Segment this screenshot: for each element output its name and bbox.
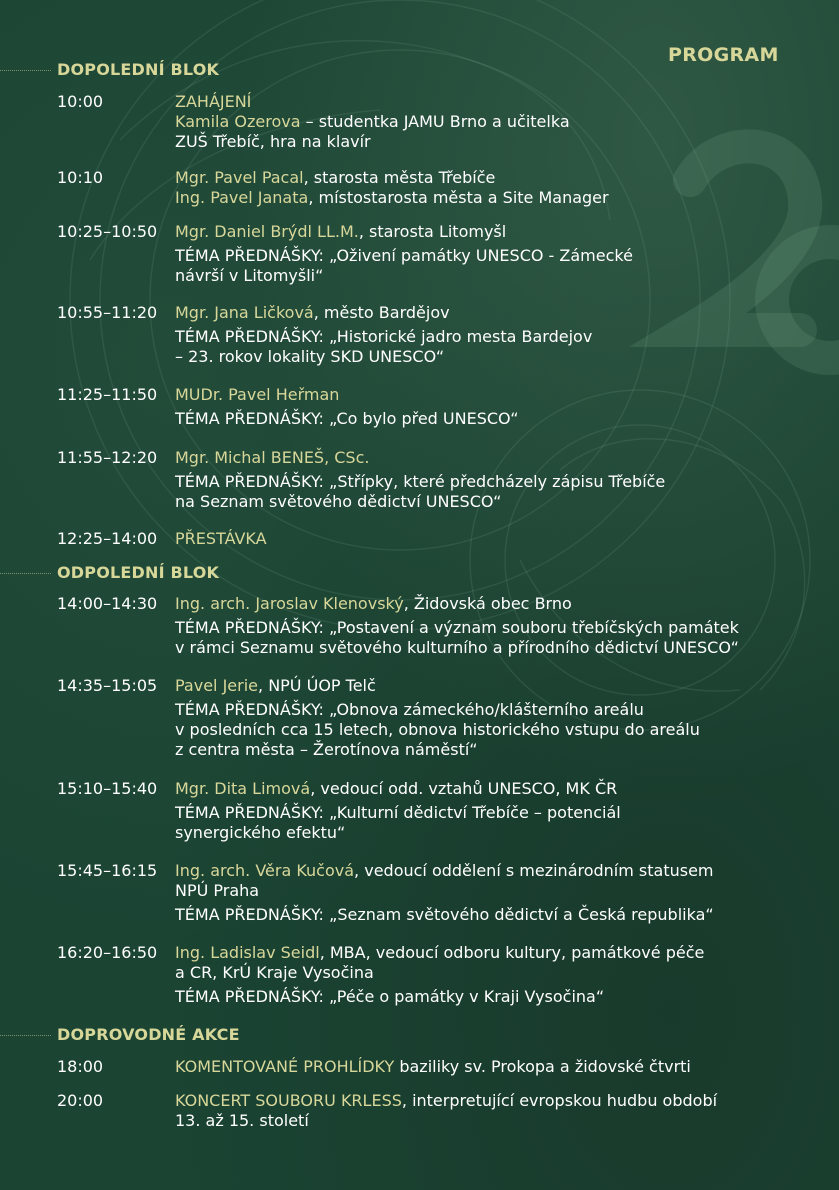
highlighted-name: Mgr. Pavel Pacal bbox=[175, 168, 304, 187]
entry-text: , vedoucí oddělení s mezinárodním statusem bbox=[354, 861, 714, 880]
entry-line bbox=[175, 112, 825, 132]
entry-line bbox=[175, 132, 825, 152]
entry-text: v rámci Seznamu světového kulturního a přírodního dědictví UNESCO“ bbox=[175, 638, 739, 657]
highlighted-name: Ing. Pavel Janata bbox=[175, 188, 309, 207]
entry-text: , starosta města Třebíče bbox=[303, 168, 496, 187]
entry-line bbox=[175, 638, 825, 658]
entry-text: TÉMA PŘEDNÁŠKY: „Co bylo před UNESCO“ bbox=[175, 409, 519, 428]
entry-description bbox=[175, 168, 825, 208]
entry-description bbox=[175, 385, 825, 429]
entry-text: 13. až 15. století bbox=[175, 1111, 309, 1130]
entry-time: 11:25–11:50 bbox=[57, 385, 158, 404]
entry-text: ZUŠ Třebíč, hra na klavír bbox=[175, 132, 371, 151]
entry-line bbox=[175, 222, 825, 242]
highlighted-name: ZAHÁJENÍ bbox=[175, 92, 252, 111]
entry-text: – 23. rokov lokality SKD UNESCO“ bbox=[175, 347, 445, 366]
entry-text: , NPÚ ÚOP Telč bbox=[258, 676, 376, 695]
entry-time: 10:55–11:20 bbox=[57, 303, 158, 322]
highlighted-name: Mgr. Jana Ličková bbox=[175, 303, 314, 322]
highlighted-name: Pavel Jerie bbox=[175, 676, 259, 695]
entry-text: , interpretující evropskou hudbu období bbox=[401, 1091, 718, 1110]
entry-line bbox=[175, 168, 825, 188]
section-heading: ODPOLEDNÍ BLOK bbox=[57, 563, 220, 582]
entry-line bbox=[175, 676, 825, 696]
entry-line bbox=[175, 472, 825, 492]
entry-line bbox=[175, 740, 825, 760]
entry-text: , starosta Litomyšl bbox=[358, 222, 507, 241]
section-heading: DOPROVODNÉ AKCE bbox=[57, 1025, 240, 1044]
highlighted-name: Ing. arch. Jaroslav Klenovský bbox=[175, 594, 404, 613]
highlighted-name: MUDr. Pavel Heřman bbox=[175, 385, 340, 404]
entry-description bbox=[175, 676, 825, 760]
page-title: PROGRAM bbox=[668, 44, 779, 66]
entry-text: návrší v Litomyšli“ bbox=[175, 266, 324, 285]
entry-text: , místostarosta města a Site Manager bbox=[308, 188, 609, 207]
entry-line bbox=[175, 803, 825, 823]
entry-time: 16:20–16:50 bbox=[57, 943, 158, 962]
entry-time: 15:10–15:40 bbox=[57, 779, 158, 798]
entry-description bbox=[175, 1057, 825, 1077]
entry-line bbox=[175, 943, 825, 963]
entry-line bbox=[175, 987, 825, 1007]
entry-time: 14:35–15:05 bbox=[57, 676, 158, 695]
entry-time: 10:25–10:50 bbox=[57, 222, 158, 241]
section-divider bbox=[0, 70, 51, 71]
entry-line bbox=[175, 1057, 825, 1077]
entry-description bbox=[175, 861, 825, 925]
entry-text: , Židovská obec Brno bbox=[403, 594, 572, 613]
section-divider bbox=[0, 573, 51, 574]
entry-description bbox=[175, 222, 825, 286]
entry-time: 11:55–12:20 bbox=[57, 448, 158, 467]
entry-text: TÉMA PŘEDNÁŠKY: „Postavení a význam souboru třebíčských památek bbox=[175, 618, 739, 637]
entry-description bbox=[175, 943, 825, 1007]
entry-line bbox=[175, 700, 825, 720]
highlighted-name: KONCERT SOUBORU KRLESS bbox=[175, 1091, 402, 1110]
entry-text: TÉMA PŘEDNÁŠKY: „Péče o památky v Kraji Vysočina“ bbox=[175, 987, 605, 1006]
entry-line bbox=[175, 1091, 825, 1111]
entry-text: – studentka JAMU Brno a učitelka bbox=[300, 112, 570, 131]
entry-text: baziliky sv. Prokopa a židovské čtvrti bbox=[394, 1057, 691, 1076]
entry-line bbox=[175, 347, 825, 367]
entry-description bbox=[175, 1091, 825, 1131]
entry-description bbox=[175, 303, 825, 367]
entry-time: 14:00–14:30 bbox=[57, 594, 158, 613]
entry-text: synergického efektu“ bbox=[175, 823, 346, 842]
entry-text: TÉMA PŘEDNÁŠKY: „Kulturní dědictví Třebíče – potenciál bbox=[175, 803, 621, 822]
entry-description bbox=[175, 594, 825, 658]
highlighted-name: Mgr. Dita Limová bbox=[175, 779, 311, 798]
highlighted-name: Mgr. Daniel Brýdl LL.M. bbox=[175, 222, 359, 241]
highlighted-name: KOMENTOVANÉ PROHLÍDKY bbox=[175, 1057, 395, 1076]
entry-line bbox=[175, 448, 825, 468]
entry-line bbox=[175, 594, 825, 614]
entry-line bbox=[175, 409, 825, 429]
highlighted-name: PŘESTÁVKA bbox=[175, 529, 267, 548]
entry-line bbox=[175, 779, 825, 799]
highlighted-name: Mgr. Michal BENEŠ, CSc. bbox=[175, 448, 370, 467]
entry-description bbox=[175, 779, 825, 843]
entry-text: NPÚ Praha bbox=[175, 881, 260, 900]
entry-text: TÉMA PŘEDNÁŠKY: „Obnova zámeckého/klášterního areálu bbox=[175, 700, 644, 719]
entry-line bbox=[175, 905, 825, 925]
entry-line bbox=[175, 529, 825, 549]
entry-text: v posledních cca 15 letech, obnova historického vstupu do areálu bbox=[175, 720, 700, 739]
entry-line bbox=[175, 861, 825, 881]
entry-time: 12:25–14:00 bbox=[57, 529, 158, 548]
entry-time: 15:45–16:15 bbox=[57, 861, 158, 880]
entry-line bbox=[175, 92, 825, 112]
section-divider bbox=[0, 1035, 51, 1036]
entry-line bbox=[175, 881, 825, 901]
entry-line bbox=[175, 618, 825, 638]
entry-text: , MBA, vedoucí odboru kultury, památkové péče bbox=[319, 943, 705, 962]
entry-time: 18:00 bbox=[57, 1057, 104, 1076]
entry-line bbox=[175, 246, 825, 266]
entry-line bbox=[175, 1111, 825, 1131]
entry-description bbox=[175, 92, 825, 152]
entry-text: TÉMA PŘEDNÁŠKY: „Oživení památky UNESCO - Zámecké bbox=[175, 246, 633, 265]
entry-description bbox=[175, 448, 825, 512]
entry-line bbox=[175, 823, 825, 843]
highlighted-name: Ing. arch. Věra Kučová bbox=[175, 861, 355, 880]
entry-text: z centra města – Žerotínova náměstí“ bbox=[175, 740, 478, 759]
entry-line bbox=[175, 327, 825, 347]
entry-time: 20:00 bbox=[57, 1091, 104, 1110]
entry-text: a CR, KrÚ Kraje Vysočina bbox=[175, 963, 374, 982]
entry-text: , vedoucí odd. vztahů UNESCO, MK ČR bbox=[310, 779, 618, 798]
entry-time: 10:00 bbox=[57, 92, 104, 111]
entry-text: na Seznam světového dědictví UNESCO“ bbox=[175, 492, 502, 511]
entry-line bbox=[175, 303, 825, 323]
entry-text: , město Bardějov bbox=[313, 303, 450, 322]
entry-line bbox=[175, 266, 825, 286]
entry-text: TÉMA PŘEDNÁŠKY: „Seznam světového dědictví a Česká republika“ bbox=[175, 905, 714, 924]
entry-line bbox=[175, 720, 825, 740]
highlighted-name: Ing. Ladislav Seidl bbox=[175, 943, 320, 962]
entry-line bbox=[175, 188, 825, 208]
entry-text: TÉMA PŘEDNÁŠKY: „Střípky, které předcházely zápisu Třebíče bbox=[175, 472, 666, 491]
entry-text: TÉMA PŘEDNÁŠKY: „Historické jadro mesta Bardejov bbox=[175, 327, 593, 346]
entry-time: 10:10 bbox=[57, 168, 104, 187]
section-heading: DOPOLEDNÍ BLOK bbox=[57, 60, 220, 79]
entry-line bbox=[175, 963, 825, 983]
entry-line bbox=[175, 492, 825, 512]
highlighted-name: Kamila Ozerova bbox=[175, 112, 301, 131]
entry-line bbox=[175, 385, 825, 405]
entry-description bbox=[175, 529, 825, 549]
